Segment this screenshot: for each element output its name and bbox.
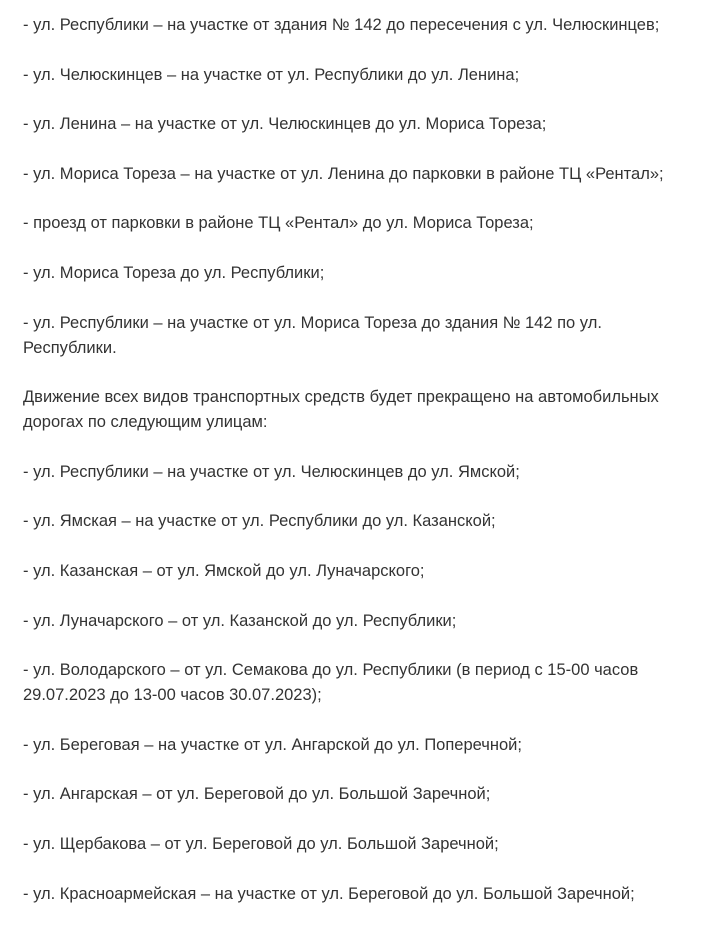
- road-closure-item: - ул. Республики – на участке от здания № 142 до пересечения с ул. Челюскинцев;: [23, 16, 660, 34]
- article-body: [23, 13, 693, 931]
- traffic-stop-intro: Движение всех видов транспортных средств будет прекращено на автомобильных дорогах по следующим улицам:: [23, 388, 659, 432]
- traffic-stop-item: - ул. Республики – на участке от ул. Челюскинцев до ул. Ямской;: [23, 462, 520, 481]
- traffic-stop-item: - ул. Береговая – на участке от ул. Ангарской до ул. Поперечной;: [23, 735, 522, 754]
- road-closure-item: - ул. Челюскинцев – на участке от ул. Республики до ул. Ленина;: [23, 65, 520, 84]
- road-closure-item: - ул. Республики – на участке от ул. Мориса Тореза до здания № 142 по ул. Республики.: [23, 313, 602, 357]
- traffic-stop-item: - ул. Луначарского – от ул. Казанской до ул. Республики;: [23, 611, 457, 630]
- road-closure-item: - ул. Мориса Тореза до ул. Республики;: [23, 263, 325, 282]
- traffic-stop-item: - ул. Красноармейская – на участке от ул. Береговой до ул. Большой Заречной;: [23, 884, 635, 903]
- road-closure-item: - ул. Мориса Тореза – на участке от ул. Ленина до парковки в районе ТЦ «Рентал»;: [23, 164, 664, 183]
- road-closure-item: - проезд от парковки в районе ТЦ «Рентал» до ул. Мориса Тореза;: [23, 214, 534, 233]
- traffic-stop-item: - ул. Ангарская – от ул. Береговой до ул. Большой Заречной;: [23, 785, 491, 804]
- traffic-stop-item: - ул. Казанская – от ул. Ямской до ул. Луначарского;: [23, 561, 425, 580]
- traffic-stop-item: - ул. Володарского – от ул. Семакова до ул. Республики (в период с 15-00 часов 29.07.2023 до 13-00 часов 30.07.2023);: [23, 661, 639, 705]
- traffic-stop-item: - ул. Ямская – на участке от ул. Республики до ул. Казанской;: [23, 512, 496, 531]
- traffic-stop-item: - ул. Щербакова – от ул. Береговой до ул. Большой Заречной;: [23, 834, 499, 853]
- road-closure-item: - ул. Ленина – на участке от ул. Челюскинцев до ул. Мориса Тореза;: [23, 115, 547, 134]
